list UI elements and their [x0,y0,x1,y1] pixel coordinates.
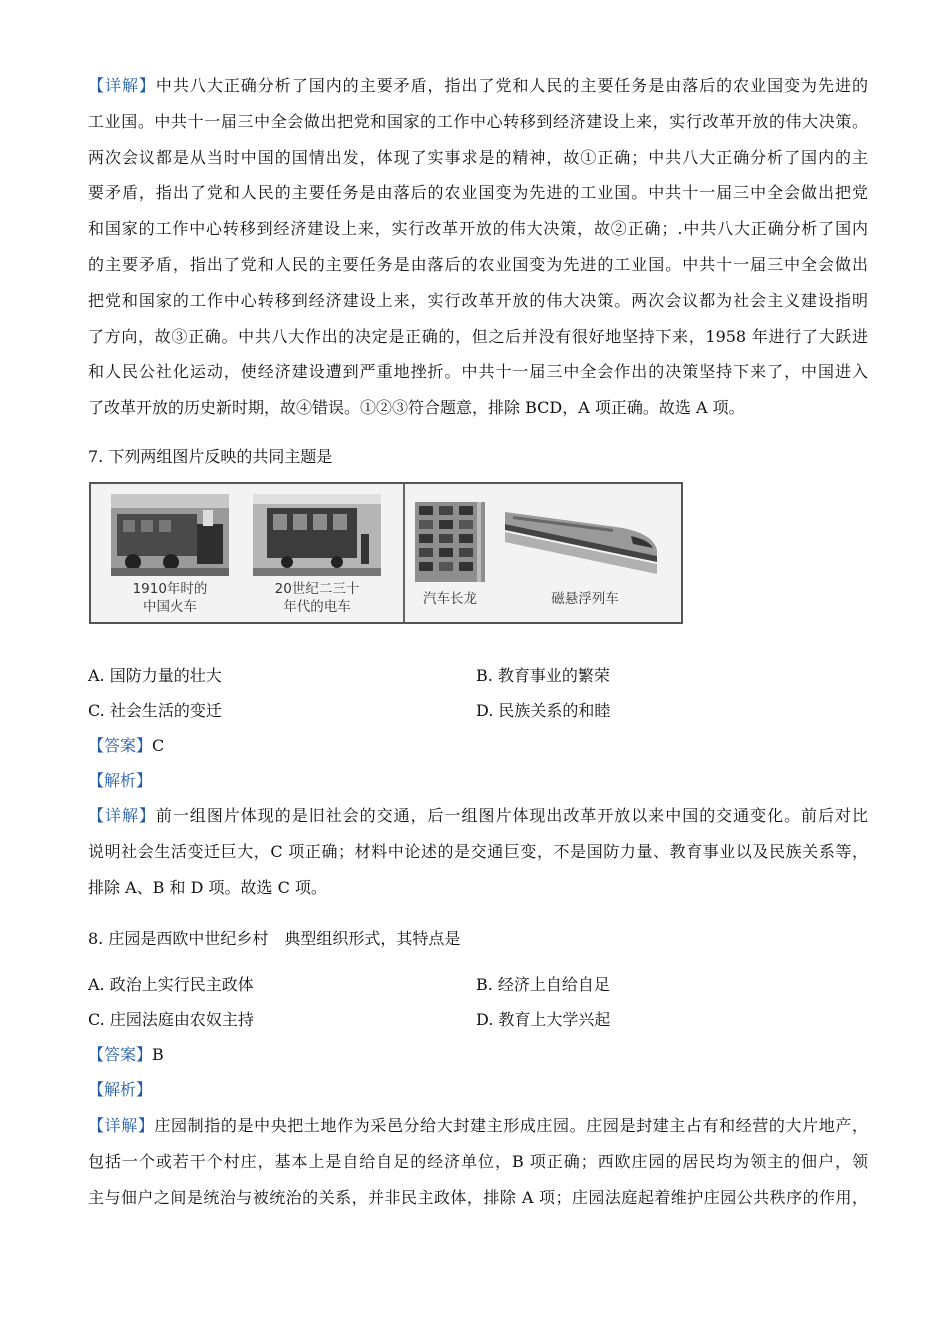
line-text: 排除 A、B 和 D 项。故选 C 项。 [88,877,327,897]
text-line [88,140,868,176]
q8-answer [88,1038,164,1072]
text-line [88,798,868,834]
line-text: 工业国。中共十一届三中全会做出把党和国家的工作中心转移到经济建设上来，实行改革开放的伟大决策。 [88,111,868,131]
detail-tag: 【详解】 [88,806,156,825]
q7-options-row-1 [88,659,868,693]
answer-tag: 【答案】 [88,1045,153,1064]
q7-option-a[interactable]: A. 国防力量的壮大 [88,666,222,685]
q8-stem: 8. 庄园是西欧中世纪乡村 典型组织形式，其特点是 [88,929,461,948]
caption-line: 汽车长龙 [423,591,477,607]
text-line [88,247,868,283]
caption-line: 中国火车 [143,599,197,615]
q7-detail-paragraph [88,798,868,905]
q6-detail-paragraph [88,68,868,426]
line-text: 的主要矛盾，指出了党和人民的主要任务是由落后的农业国变为先进的工业国。中共十一届三中全会做出 [88,254,868,274]
tram-1920s-caption [251,580,383,616]
caption-line: 磁悬浮列车 [551,591,619,607]
text-line [88,283,868,319]
line-text: 了方向，故③正确。中共八大作出的决定是正确的，但之后并没有很好地坚持下来，1958 年进行了大跃进 [88,326,868,346]
answer-value: C [152,736,165,755]
q7-figure [89,482,683,624]
q7-analysis-label [88,764,152,798]
text-line [88,870,868,906]
line-text: 包括一个或若干个村庄，基本上是自给自足的经济单位，B 项正确；西欧庄园的居民均为领主的佃户，领 [88,1151,868,1171]
line-text: 了改革开放的历史新时期，故④错误。①②③符合题意，排除 BCD，A 项正确。故选 A 项。 [88,398,745,418]
line-text: 和人民公社化运动，使经济建设遭到严重地挫折。中共十一届三中全会作出的决策坚持下来了，中国进入 [88,362,868,382]
text-line [88,68,868,104]
q8-option-c[interactable]: C. 庄园法庭由农奴主持 [88,1010,254,1029]
line-text: 把党和国家的工作中心转移到经济建设上来，实行改革开放的伟大决策。两次会议都为社会主义建设指明 [88,290,868,310]
line-text: 前一组图片体现的是旧社会的交通，后一组图片体现出改革开放以来中国的交通变化。前后对比 [155,806,868,825]
answer-tag: 【答案】 [88,736,153,755]
q7-option-b[interactable]: B. 教育事业的繁荣 [476,666,610,685]
line-text: 庄园制指的是中央把土地作为采邑分给大封建主形成庄园。庄园是封建主占有和经营的大片地产， [154,1116,868,1135]
q7-option-c[interactable]: C. 社会生活的变迁 [88,701,222,720]
line-text: 主与佃户之间是统治与被统治的关系，并非民主政体，排除 A 项；庄园法庭起着维护庄园公共秩序的作用， [88,1187,868,1207]
text-line [88,175,868,211]
q7-stem: 7. 下列两组图片反映的共同主题是 [88,447,333,466]
text-line [88,211,868,247]
text-line [88,104,868,140]
analysis-tag: 【解析】 [88,771,153,790]
q7-options-row-2 [88,694,868,728]
traffic-jam-photo [415,502,485,582]
traffic-jam-caption [409,590,491,608]
text-line [88,319,868,355]
q8-analysis-label [88,1073,152,1107]
train-1910-photo [111,494,229,576]
line-text: 要矛盾，指出了党和人民的主要任务是由落后的农业国变为先进的工业国。中共十一届三中全会做出把党 [88,183,868,203]
caption-line: 1910年时的 [132,581,208,597]
caption-line: 年代的电车 [283,599,351,615]
line-text: 说明社会生活变迁巨大，C 项正确；材料中论述的是交通巨变，不是国防力量、教育事业以及民族关系等， [88,841,868,861]
q8-option-d[interactable]: D. 教育上大学兴起 [476,1010,611,1029]
q8-options-row-1 [88,968,868,1002]
text-line [88,354,868,390]
text-line [88,834,868,870]
detail-tag: 【详解】 [88,1116,155,1135]
text-line [88,1144,868,1180]
q8-detail-paragraph [88,1108,868,1215]
text-line [88,1108,868,1144]
line-text: 和国家的工作中心转移到经济建设上来，实行改革开放的伟大决策，故②正确；.中共八大正确分析了国内 [88,219,868,239]
q8-option-b[interactable]: B. 经济上自给自足 [476,975,610,994]
text-line [88,390,868,426]
answer-value: B [152,1045,164,1064]
maglev-train-photo [503,498,659,578]
detail-tag: 【详解】 [88,76,156,95]
q7-option-d[interactable]: D. 民族关系的和睦 [476,701,611,720]
tram-1920s-photo [253,494,381,576]
maglev-train-caption [521,590,649,608]
line-text: 中共八大正确分析了国内的主要矛盾，指出了党和人民的主要任务是由落后的农业国变为先进的 [155,76,868,95]
q8-option-a[interactable]: A. 政治上实行民主政体 [88,975,254,994]
q8-options-row-2 [88,1003,868,1037]
text-line [88,1180,868,1216]
line-text: 两次会议都是从当时中国的国情出发，体现了实事求是的精神，故①正确；中共八大正确分析了国内的主 [88,147,868,167]
analysis-tag: 【解析】 [88,1080,153,1099]
q7-answer [88,729,164,763]
train-1910-caption [111,580,229,616]
figure-divider [403,484,405,622]
caption-line: 20世纪二三十 [274,581,360,597]
